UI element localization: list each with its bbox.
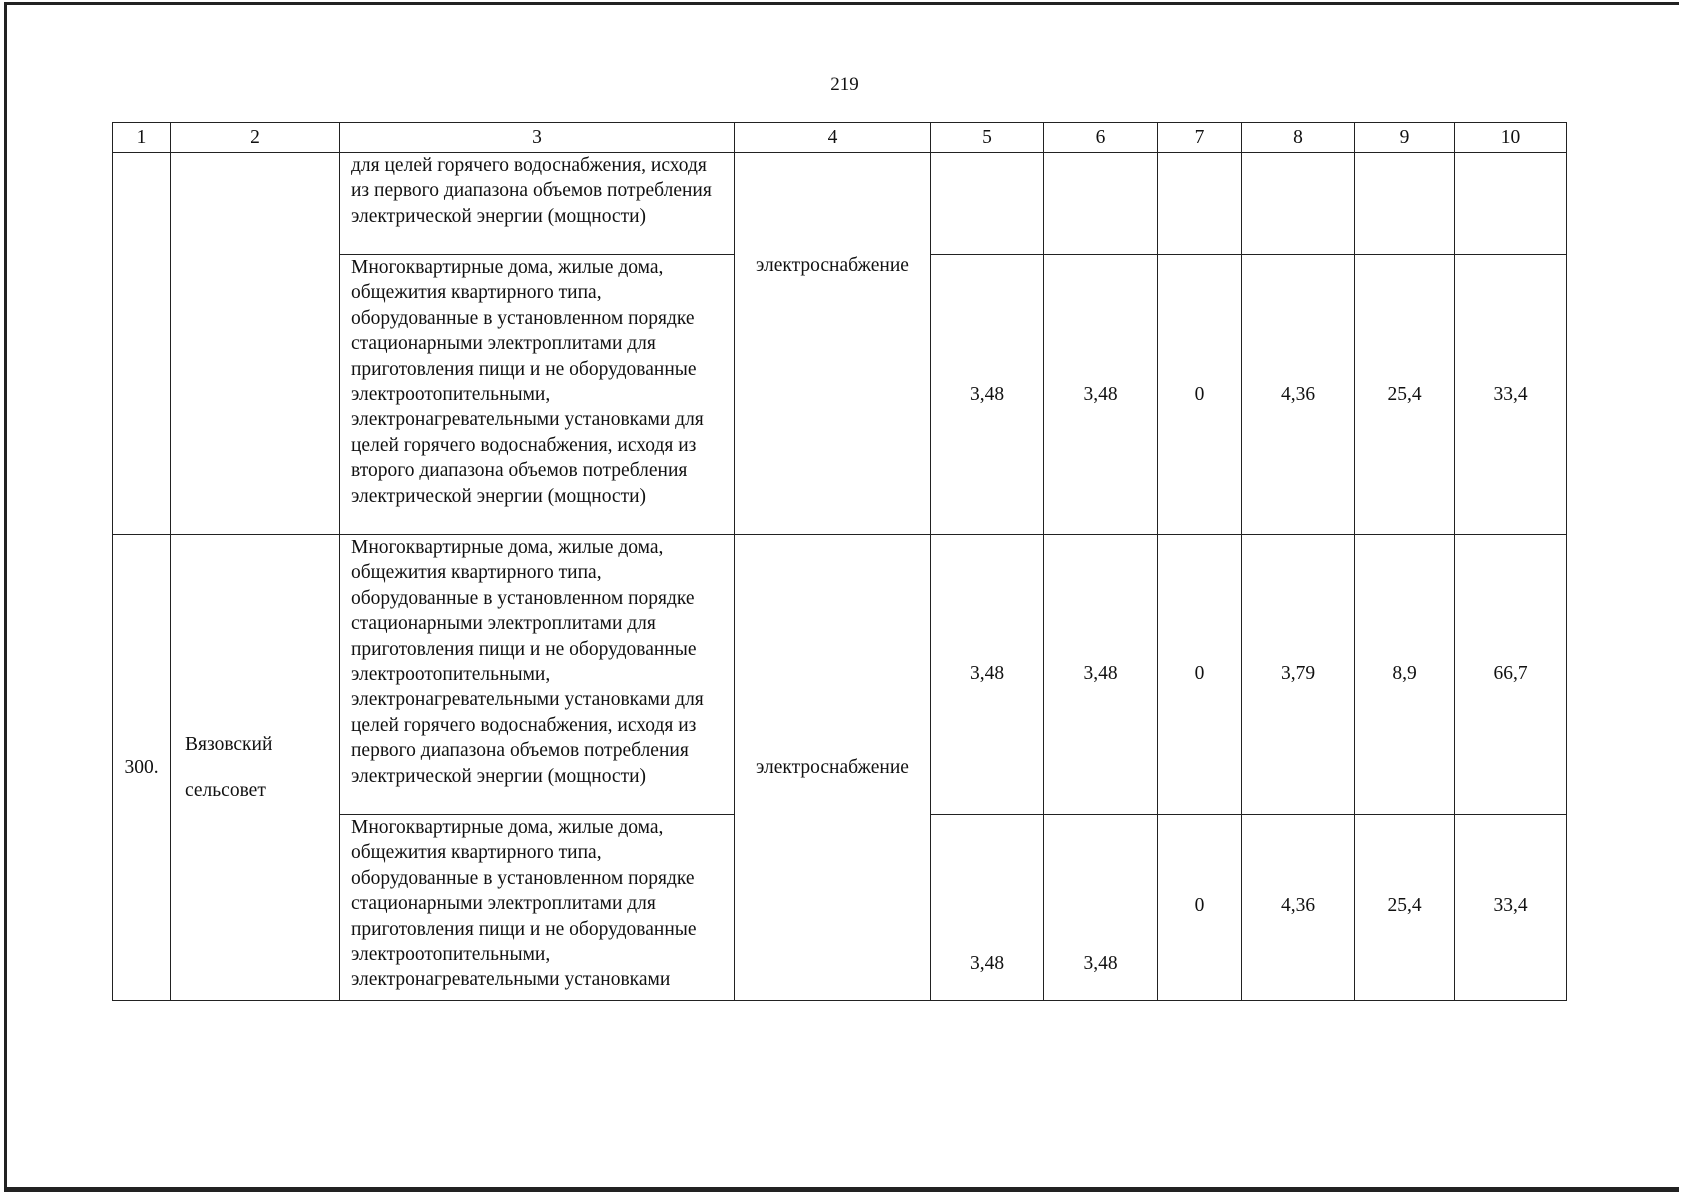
value-cell: 33,4 — [1455, 255, 1567, 535]
consumer-description: Многоквартирные дома, жилые дома, общежития квартирного типа, оборудованные в установленном порядке стационарными электроплитами для приготовления пищи и не оборудованные электроотопительными, электронагревательными установками для целей горячего водоснабжения, исходя из первого диапазона объемов потребления электрической энергии (мощности) — [340, 535, 735, 815]
value-cell: 3,79 — [1242, 535, 1355, 815]
value-cell: 4,36 — [1242, 815, 1355, 1001]
settlement-type: сельсовет — [185, 779, 266, 801]
value-cell — [1355, 153, 1455, 255]
header-cell: 2 — [171, 123, 340, 153]
table-row — [113, 535, 1567, 815]
value-cell: 8,9 — [1355, 535, 1455, 815]
header-row — [113, 123, 1567, 153]
service-type: электроснабжение — [735, 535, 931, 1001]
row-number: 300. — [113, 535, 171, 1001]
value-cell — [931, 153, 1044, 255]
row-number — [113, 153, 171, 535]
settlement-cell — [171, 153, 340, 535]
value-cell: 25,4 — [1355, 815, 1455, 1001]
value-cell: 3,48 — [931, 535, 1044, 815]
header-cell: 9 — [1355, 123, 1455, 153]
header-cell: 7 — [1158, 123, 1242, 153]
header-cell: 3 — [340, 123, 735, 153]
header-cell: 1 — [113, 123, 171, 153]
value-cell: 3,48 — [931, 815, 1044, 1001]
value-cell: 66,7 — [1455, 535, 1567, 815]
value-cell — [1455, 153, 1567, 255]
value-cell: 3,48 — [1044, 255, 1158, 535]
value-cell: 0 — [1158, 535, 1242, 815]
value-cell — [1242, 153, 1355, 255]
header-cell: 4 — [735, 123, 931, 153]
value-cell: 25,4 — [1355, 255, 1455, 535]
page-number: 219 — [830, 74, 859, 95]
header-cell: 5 — [931, 123, 1044, 153]
value-cell: 33,4 — [1455, 815, 1567, 1001]
settlement-name: Вязовский — [185, 733, 273, 755]
header-cell: 8 — [1242, 123, 1355, 153]
header-cell: 10 — [1455, 123, 1567, 153]
service-type: электроснабжение — [735, 153, 931, 535]
value-cell: 3,48 — [1044, 535, 1158, 815]
value-cell — [1158, 153, 1242, 255]
header-cell: 6 — [1044, 123, 1158, 153]
consumer-description: для целей горячего водоснабжения, исходя из первого диапазона объемов потребления электрической энергии (мощности) — [340, 153, 735, 255]
value-cell: 3,48 — [1044, 815, 1158, 1001]
consumer-description: Многоквартирные дома, жилые дома, общежития квартирного типа, оборудованные в установленном порядке стационарными электроплитами для приготовления пищи и не оборудованные электроотопительными, электронагревательными установками для целей горячего водоснабжения, исходя из второго диапазона объемов потребления электрической энергии (мощности) — [340, 255, 735, 535]
value-cell: 3,48 — [931, 255, 1044, 535]
table-row — [113, 153, 1567, 255]
value-cell: 4,36 — [1242, 255, 1355, 535]
value-cell: 0 — [1158, 815, 1242, 1001]
consumer-description: Многоквартирные дома, жилые дома, общежития квартирного типа, оборудованные в установленном порядке стационарными электроплитами для приготовления пищи и не оборудованные электроотопительными, электронагревательными установками — [340, 815, 735, 1001]
tariff-table — [112, 122, 1567, 1001]
settlement-cell — [171, 535, 340, 1001]
value-cell — [1044, 153, 1158, 255]
value-cell: 0 — [1158, 255, 1242, 535]
